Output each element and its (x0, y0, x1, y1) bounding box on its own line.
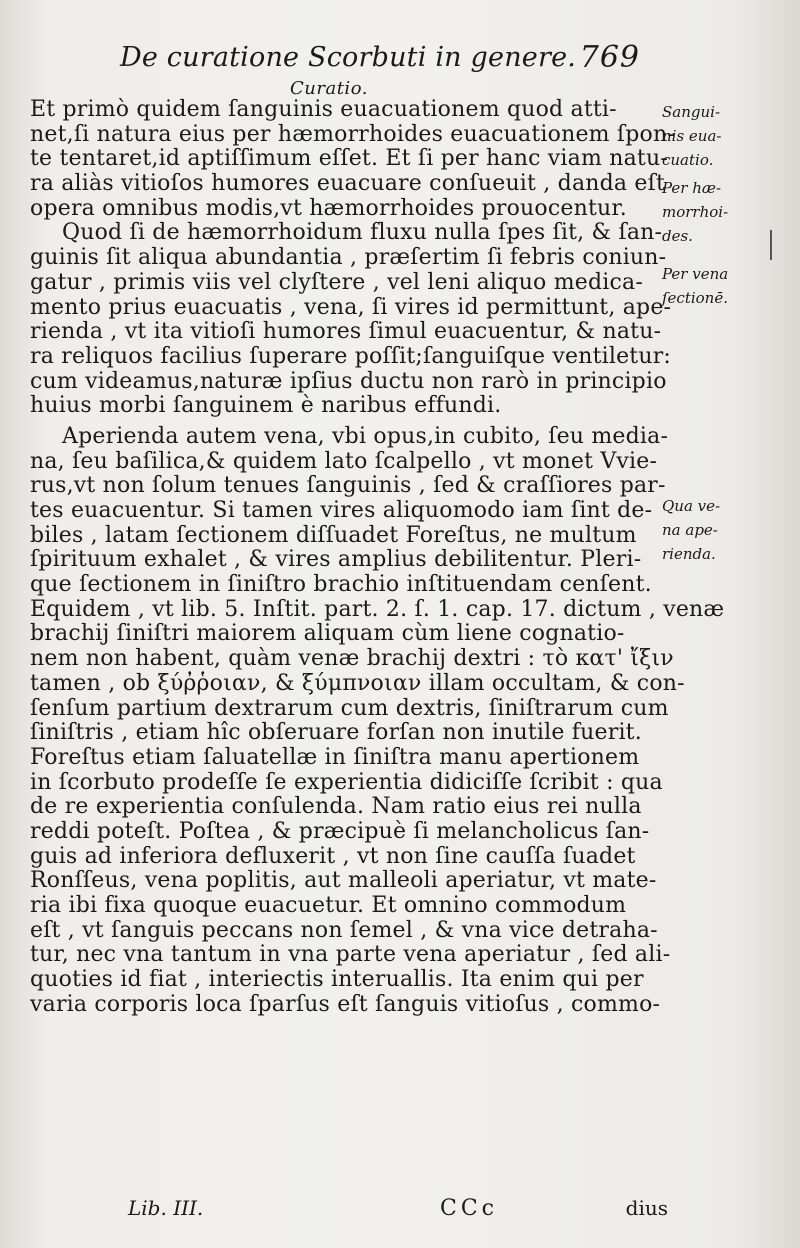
gathering-mark: CCc (440, 1196, 498, 1221)
margin-note-haemorrhoides (662, 176, 782, 248)
margin-note-line: cuatio. (662, 151, 714, 169)
text-line: rus,vt non ſolum tenues ſanguinis , ſed & craſſiores par- (30, 473, 666, 499)
text-line: guinis ſit aliqua abundantia , præſertim ſi febris coniun- (30, 245, 667, 271)
text-line: ria ibi fixa quoque euacuetur. Et omnino commodum (30, 893, 627, 918)
text-line: gatur , primis viis vel clyſtere , vel leni aliquo medica- (30, 269, 643, 295)
text-line: de re experientia conſulenda. Nam ratio eius rei nulla (30, 794, 642, 820)
text-line: guis ad inferiora defluxerit , vt non ſine cauſſa ſuadet (30, 843, 636, 869)
book-signature: Lib. III. (128, 1196, 204, 1220)
text-line: te tentaret,id aptiſſimum eſſet. Et ſi per hanc viam natu- (30, 146, 668, 172)
text-line: ra aliàs vitioſos humores euacuare conſueuit , danda eſt (30, 171, 666, 197)
text-line: ſenſum partium dextrarum cum dextris, ſiniſtrarum cum (30, 695, 669, 721)
text-line: Equidem , vt lib. 5. Inſtit. part. 2. ſ. 1. cap. 17. dictum , venæ (30, 596, 725, 622)
text-line: ſiniſtris , etiam hîc obſeruare forſan non inutile fuerit. (30, 720, 642, 746)
text-line: biles , latam ſectionem diſſuadet Foreſtus, ne multum (30, 522, 637, 548)
margin-note-line: rienda. (662, 545, 716, 563)
catchword: dius (625, 1196, 668, 1220)
margin-note-qua-vena (662, 494, 782, 566)
margin-note-line: Qua ve- (662, 497, 721, 515)
text-line: mento prius euacuatis , vena, ſi vires id permittunt, ape- (30, 294, 672, 320)
margin-mark (770, 230, 772, 260)
section-heading: Curatio. (290, 78, 368, 99)
margin-note-line: Per hæ- (662, 179, 722, 197)
margin-note-line: ſectionē. (662, 289, 728, 307)
margin-note-line: Sangui- (662, 103, 721, 121)
text-line: ſpirituum exhalet , & vires amplius debilitentur. Pleri- (30, 547, 642, 573)
text-line: opera omnibus modis,vt hæmorrhoides prouocentur. (30, 195, 627, 221)
running-title: De curatione Scorbuti in genere. (120, 42, 577, 73)
text-line: varia corporis loca ſparſus eſt ſanguis vitioſus , commo- (30, 991, 661, 1017)
text-line: brachij ſiniſtri maiorem aliquam cùm liene cognatio- (30, 621, 625, 647)
text-line: na, ſeu baſilica,& quidem lato ſcalpello , vt monet Vvie- (30, 448, 658, 474)
margin-note-line: nis eua- (662, 127, 722, 145)
text-line: ra reliquos facilius ſuperare poſſit;ſanguiſque ventiletur: (30, 343, 672, 369)
text-line: tur, nec vna tantum in vna parte vena aperiatur , ſed ali- (30, 942, 671, 968)
margin-note-line: morrhoi- (662, 203, 729, 221)
text-line: quoties id fiat , interiectis interuallis. Ita enim qui per (30, 967, 644, 993)
text-line: rienda , vt ita vitioſi humores ſimul euacuentur, & natu- (30, 319, 662, 345)
margin-note-line: des. (662, 227, 693, 245)
text-line: nem non habent, quàm venæ brachij dextri : τὸ κατ' ἴξιν (30, 646, 674, 672)
text-line: in ſcorbuto prodeſſe ſe experientia didiciſſe ſcribit : qua (30, 769, 663, 795)
text-line: Aperienda autem vena, vbi opus,in cubito, ſeu media- (62, 423, 669, 449)
page-footer (128, 1196, 668, 1226)
text-line: cum videamus,naturæ ipſius ductu non rarò in principio (30, 368, 667, 394)
margin-note-line: na ape- (662, 521, 718, 539)
text-line: tamen , ob ξύῤῥοιαν, & ξύμπνοιαν illam occultam, & con- (30, 670, 685, 696)
page-number: 769 (579, 40, 640, 75)
text-line: Foreſtus etiam ſaluatellæ in ſiniſtra manu apertionem (30, 744, 640, 770)
margin-note-sanguinis (662, 100, 782, 172)
text-line: net,ſi natura eius per hæmorrhoides euacuationem ſpon- (30, 121, 676, 147)
text-line: huius morbi ſanguinem è naribus effundi. (30, 393, 502, 419)
margin-note-line: Per vena (662, 265, 729, 283)
margin-note-sectio (662, 262, 782, 310)
text-line: Ronſſeus, vena poplitis, aut malleoli aperiatur, vt mate- (30, 868, 657, 894)
page-header (120, 40, 640, 80)
text-line: Quod ſi de hæmorrhoidum fluxu nulla ſpes ſit, & ſan- (62, 220, 663, 246)
text-line: Et primò quidem ſanguinis euacuationem quod atti- (30, 97, 617, 122)
text-line: tes euacuentur. Si tamen vires aliquomodo iam ſint de- (30, 498, 653, 523)
text-line: que ſectionem in ſiniſtro brachio inſtituendam cenſent. (30, 572, 652, 598)
text-line: reddi poteſt. Poſtea , & præcipuè ſi melancholicus ſan- (30, 818, 650, 844)
text-line: eſt , vt ſanguis peccans non ſemel , & vna vice detraha- (30, 917, 658, 943)
